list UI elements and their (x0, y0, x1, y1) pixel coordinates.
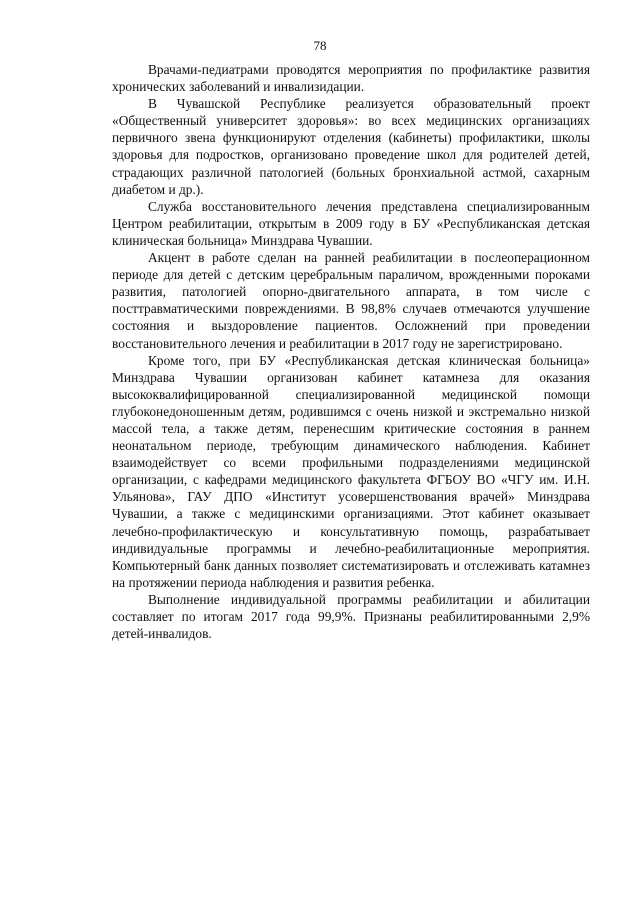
paragraph-catamnesis-office: Кроме того, при БУ «Республиканская детская клиническая больница» Минздрава Чувашии организован кабинет катамнеза для оказания высококвалифицированной специализированной медицинской помощи глубоконедоношенным детям, родившимся с очень низкой и экстремально низкой массой тела, а также детям, перенесшим критические состояния в раннем неонатальном периоде, требующим динамического наблюдения. Кабинет взаимодействует со всеми профильными подразделениями медицинской организации, с кафедрами медицинского факультета ФГБОУ ВО «ЧГУ им. И.Н. Ульянова», ГАУ ДПО «Институт усовершенствования врачей» Минздрава Чувашии, а также с медицинскими организациями. Этот кабинет оказывает лечебно-профилактическую и консультативную помощь, разрабатывает индивидуальные программы и лечебно-реабилитационные мероприятия. Компьютерный банк данных позволяет систематизировать и отслеживать катамнез на протяжении периода наблюдения и развития ребенка. (112, 352, 590, 590)
paragraph-health-university: В Чувашской Республике реализуется образовательный проект «Общественный университет здоровья»: во всех медицинских организациях первичного звена функционируют отделения (кабинеты) профилактики, школы здоровья для подростков, организовано проведение школ для родителей детей, страдающих различной патологией (больных бронхиальной астмой, сахарным диабетом и др.). (112, 96, 590, 197)
paragraph-early-rehabilitation: Акцент в работе сделан на ранней реабилитации в послеоперационном периоде для детей с детским церебральным параличом, врожденными пороками развития, патологией опорно-двигательного аппарата, в том числе с посттравматическими повреждениями. В 98,8% случаев отмечаются улучшение состояния и выздоровление пациентов. Осложнений при проведении восстановительного лечения и реабилитации в 2017 году не зарегистрировано. (112, 250, 590, 351)
paragraph-program-results: Выполнение индивидуальной программы реабилитации и абилитации составляет по итогам 2017 года 99,9%. Признаны реабилитированными 2,9% детей-инвалидов. (112, 591, 590, 642)
document-body (112, 61, 590, 642)
paragraph-rehabilitation-service: Служба восстановительного лечения представлена специализированным Центром реабилитации, открытым в 2009 году в БУ «Республиканская детская клиническая больница» Минздрава Чувашии. (112, 198, 590, 248)
page-number: 78 (313, 38, 327, 53)
paragraph-prevention: Врачами-педиатрами проводятся мероприятия по профилактике развития хронических заболеваний и инвализидации. (112, 62, 590, 95)
